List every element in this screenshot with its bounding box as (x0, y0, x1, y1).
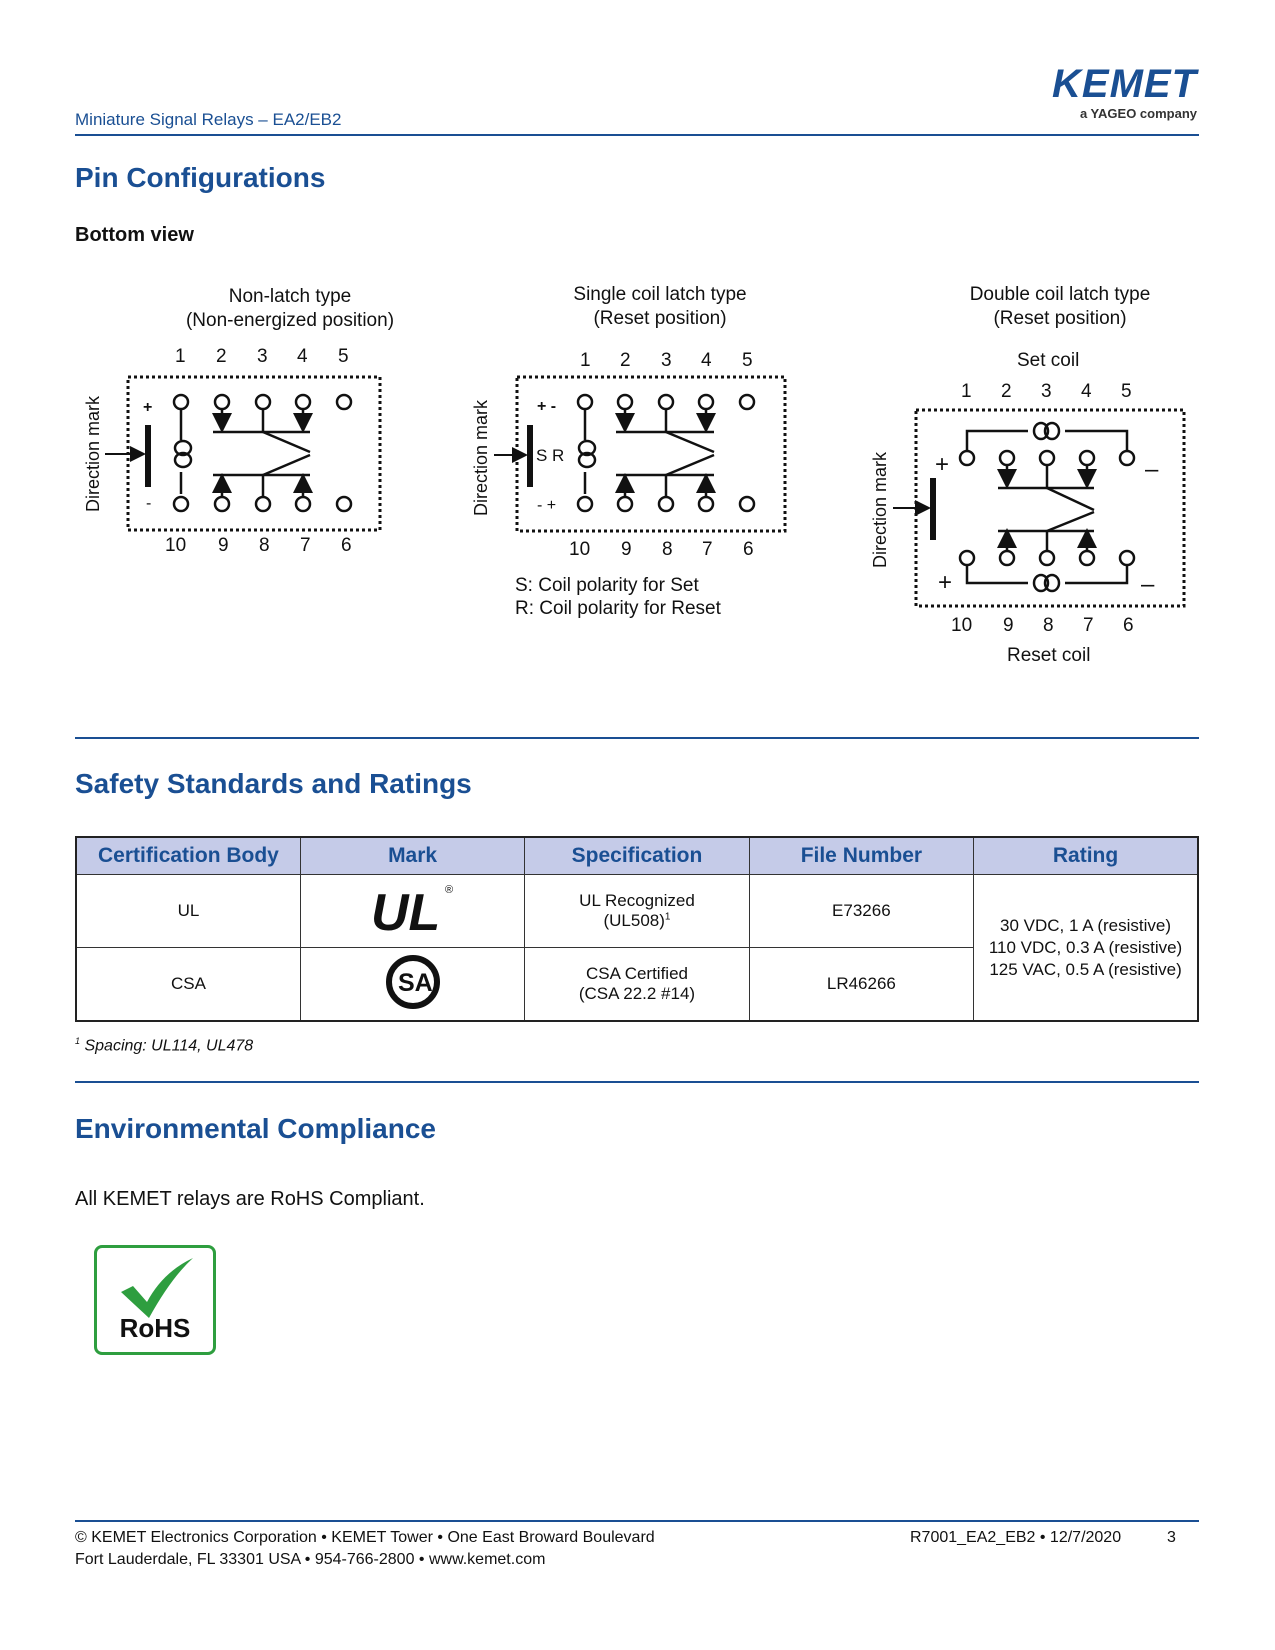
nl-pin-6: 6 (341, 535, 352, 556)
cell-body-ul: UL (76, 875, 300, 948)
cell-rating (974, 875, 1198, 1022)
safety-table (75, 836, 1199, 1022)
ul-mark-text: UL (370, 883, 440, 938)
nl-pin-8: 8 (259, 535, 270, 556)
sc-note-r: R: Coil polarity for Reset (515, 598, 721, 619)
section-rule-2 (75, 1081, 1199, 1083)
logo-wordmark: KEMET (1052, 62, 1197, 106)
non-latch-subtitle: (Non-energized position) (185, 310, 395, 331)
cell-body-csa: CSA (76, 948, 300, 1022)
nl-minus: - (146, 495, 152, 512)
nl-pin-2: 2 (216, 346, 227, 367)
nl-pin-3: 3 (257, 346, 268, 367)
single-coil-title: Single coil latch type (573, 284, 747, 305)
non-latch-title: Non-latch type (228, 286, 352, 307)
nl-pin-7: 7 (300, 535, 311, 556)
footer-address (75, 1527, 655, 1571)
table-row (76, 875, 1198, 948)
rating-line-3: 125 VAC, 0.5 A (resistive) (989, 959, 1182, 979)
nl-pin-5: 5 (338, 346, 349, 367)
spec-ul-sup: 1 (664, 911, 671, 923)
col-rating: Rating (974, 837, 1198, 875)
sc-direction-mark: Direction mark (471, 399, 491, 516)
sc-pin-9: 9 (621, 539, 632, 560)
sc-pin-7: 7 (702, 539, 713, 560)
sc-pin-3: 3 (661, 350, 672, 371)
footer-line-2: Fort Lauderdale, FL 33301 USA • 954-766-2800 • www.kemet.com (75, 1551, 546, 1568)
dc-pin-7: 7 (1083, 615, 1094, 636)
col-specification: Specification (525, 837, 749, 875)
page-number: 3 (1167, 1529, 1176, 1546)
sc-pin-8: 8 (662, 539, 673, 560)
cell-mark-csa (300, 948, 524, 1022)
spec-csa-line2: (CSA 22.2 #14) (578, 984, 696, 1003)
dc-pin-5: 5 (1121, 381, 1132, 402)
non-latch-labels (83, 346, 352, 556)
rohs-label: RoHS (119, 1313, 191, 1343)
document-title: Miniature Signal Relays – EA2/EB2 (75, 110, 342, 129)
csa-mark-icon (383, 952, 443, 1012)
pin-diagrams (0, 0, 1275, 700)
csa-mark-text: SA (397, 968, 433, 997)
nl-pin-10: 10 (165, 535, 187, 556)
footnote-sup: 1 (75, 1036, 81, 1046)
nl-direction-mark: Direction mark (83, 395, 103, 512)
double-coil-title: Double coil latch type (969, 284, 1151, 305)
sc-pin-6: 6 (743, 539, 754, 560)
cell-mark-ul (300, 875, 524, 948)
rohs-statement: All KEMET relays are RoHS Compliant. (75, 1188, 425, 1210)
dc-top-minus: – (1145, 456, 1159, 483)
sc-pin-5: 5 (742, 350, 753, 371)
sc-top-polarity: + - (537, 398, 557, 415)
rating-line-1: 30 VDC, 1 A (resistive) (1000, 915, 1172, 935)
dc-bottom-minus: – (1141, 571, 1155, 598)
double-coil-subtitle: (Reset position) (993, 308, 1127, 329)
dc-pin-9: 9 (1003, 615, 1014, 636)
cell-spec-ul (525, 875, 749, 948)
single-coil-subtitle: (Reset position) (593, 308, 727, 329)
sc-bottom-polarity: - + (537, 497, 557, 514)
footnote (75, 1036, 253, 1055)
nl-plus: + (143, 399, 153, 416)
sc-pin-10: 10 (569, 539, 591, 560)
dc-direction-mark: Direction mark (870, 451, 890, 568)
dc-bottom-plus: + (938, 569, 953, 596)
dc-pin-1: 1 (961, 381, 972, 402)
logo-tagline: a YAGEO company (1079, 106, 1197, 121)
spec-ul-std: (UL508) (603, 911, 665, 930)
footer-rule (75, 1520, 1199, 1522)
safety-heading: Safety Standards and Ratings (75, 768, 472, 799)
cell-file-csa: LR46266 (749, 948, 973, 1022)
dc-reset-coil: Reset coil (1007, 645, 1091, 666)
col-mark: Mark (300, 837, 524, 875)
dc-pin-10: 10 (951, 615, 973, 636)
spec-ul-line1: UL Recognized (579, 891, 695, 910)
footnote-text: Spacing: UL114, UL478 (84, 1037, 254, 1055)
nl-pin-4: 4 (297, 346, 308, 367)
ul-registered: ® (444, 883, 453, 896)
sc-pin-2: 2 (620, 350, 631, 371)
dc-set-coil: Set coil (1017, 350, 1080, 371)
sc-note-s: S: Coil polarity for Set (515, 575, 699, 596)
nl-pin-1: 1 (175, 346, 186, 367)
ul-mark-icon (365, 880, 461, 938)
single-coil-labels (471, 350, 754, 619)
dc-pin-6: 6 (1123, 615, 1134, 636)
dc-pin-3: 3 (1041, 381, 1052, 402)
col-file-number: File Number (749, 837, 973, 875)
rating-line-2: 110 VDC, 0.3 A (resistive) (988, 937, 1183, 957)
dc-top-plus: + (935, 451, 950, 478)
nl-pin-9: 9 (218, 535, 229, 556)
pin-configurations-heading: Pin Configurations (75, 162, 326, 193)
environmental-heading: Environmental Compliance (75, 1113, 436, 1144)
dc-pin-2: 2 (1001, 381, 1012, 402)
rohs-badge (94, 1245, 216, 1355)
section-rule-1 (75, 737, 1199, 739)
dc-pin-8: 8 (1043, 615, 1054, 636)
footer-line-1: © KEMET Electronics Corporation • KEMET Tower • One East Broward Boulevard (75, 1529, 655, 1546)
col-certification-body: Certification Body (76, 837, 300, 875)
spec-csa-line1: CSA Certified (585, 964, 688, 983)
footer-doc-ref: R7001_EA2_EB2 • 12/7/2020 (910, 1529, 1122, 1546)
sc-sr: S R (536, 446, 565, 465)
checkmark-icon (119, 1256, 195, 1320)
bottom-view-label: Bottom view (75, 224, 194, 246)
dc-pin-4: 4 (1081, 381, 1092, 402)
sc-pin-4: 4 (701, 350, 712, 371)
cell-spec-csa (525, 948, 749, 1022)
sc-pin-1: 1 (580, 350, 591, 371)
cell-file-ul: E73266 (749, 875, 973, 948)
table-header-row (76, 837, 1198, 875)
spec-ul-line2 (525, 911, 748, 931)
